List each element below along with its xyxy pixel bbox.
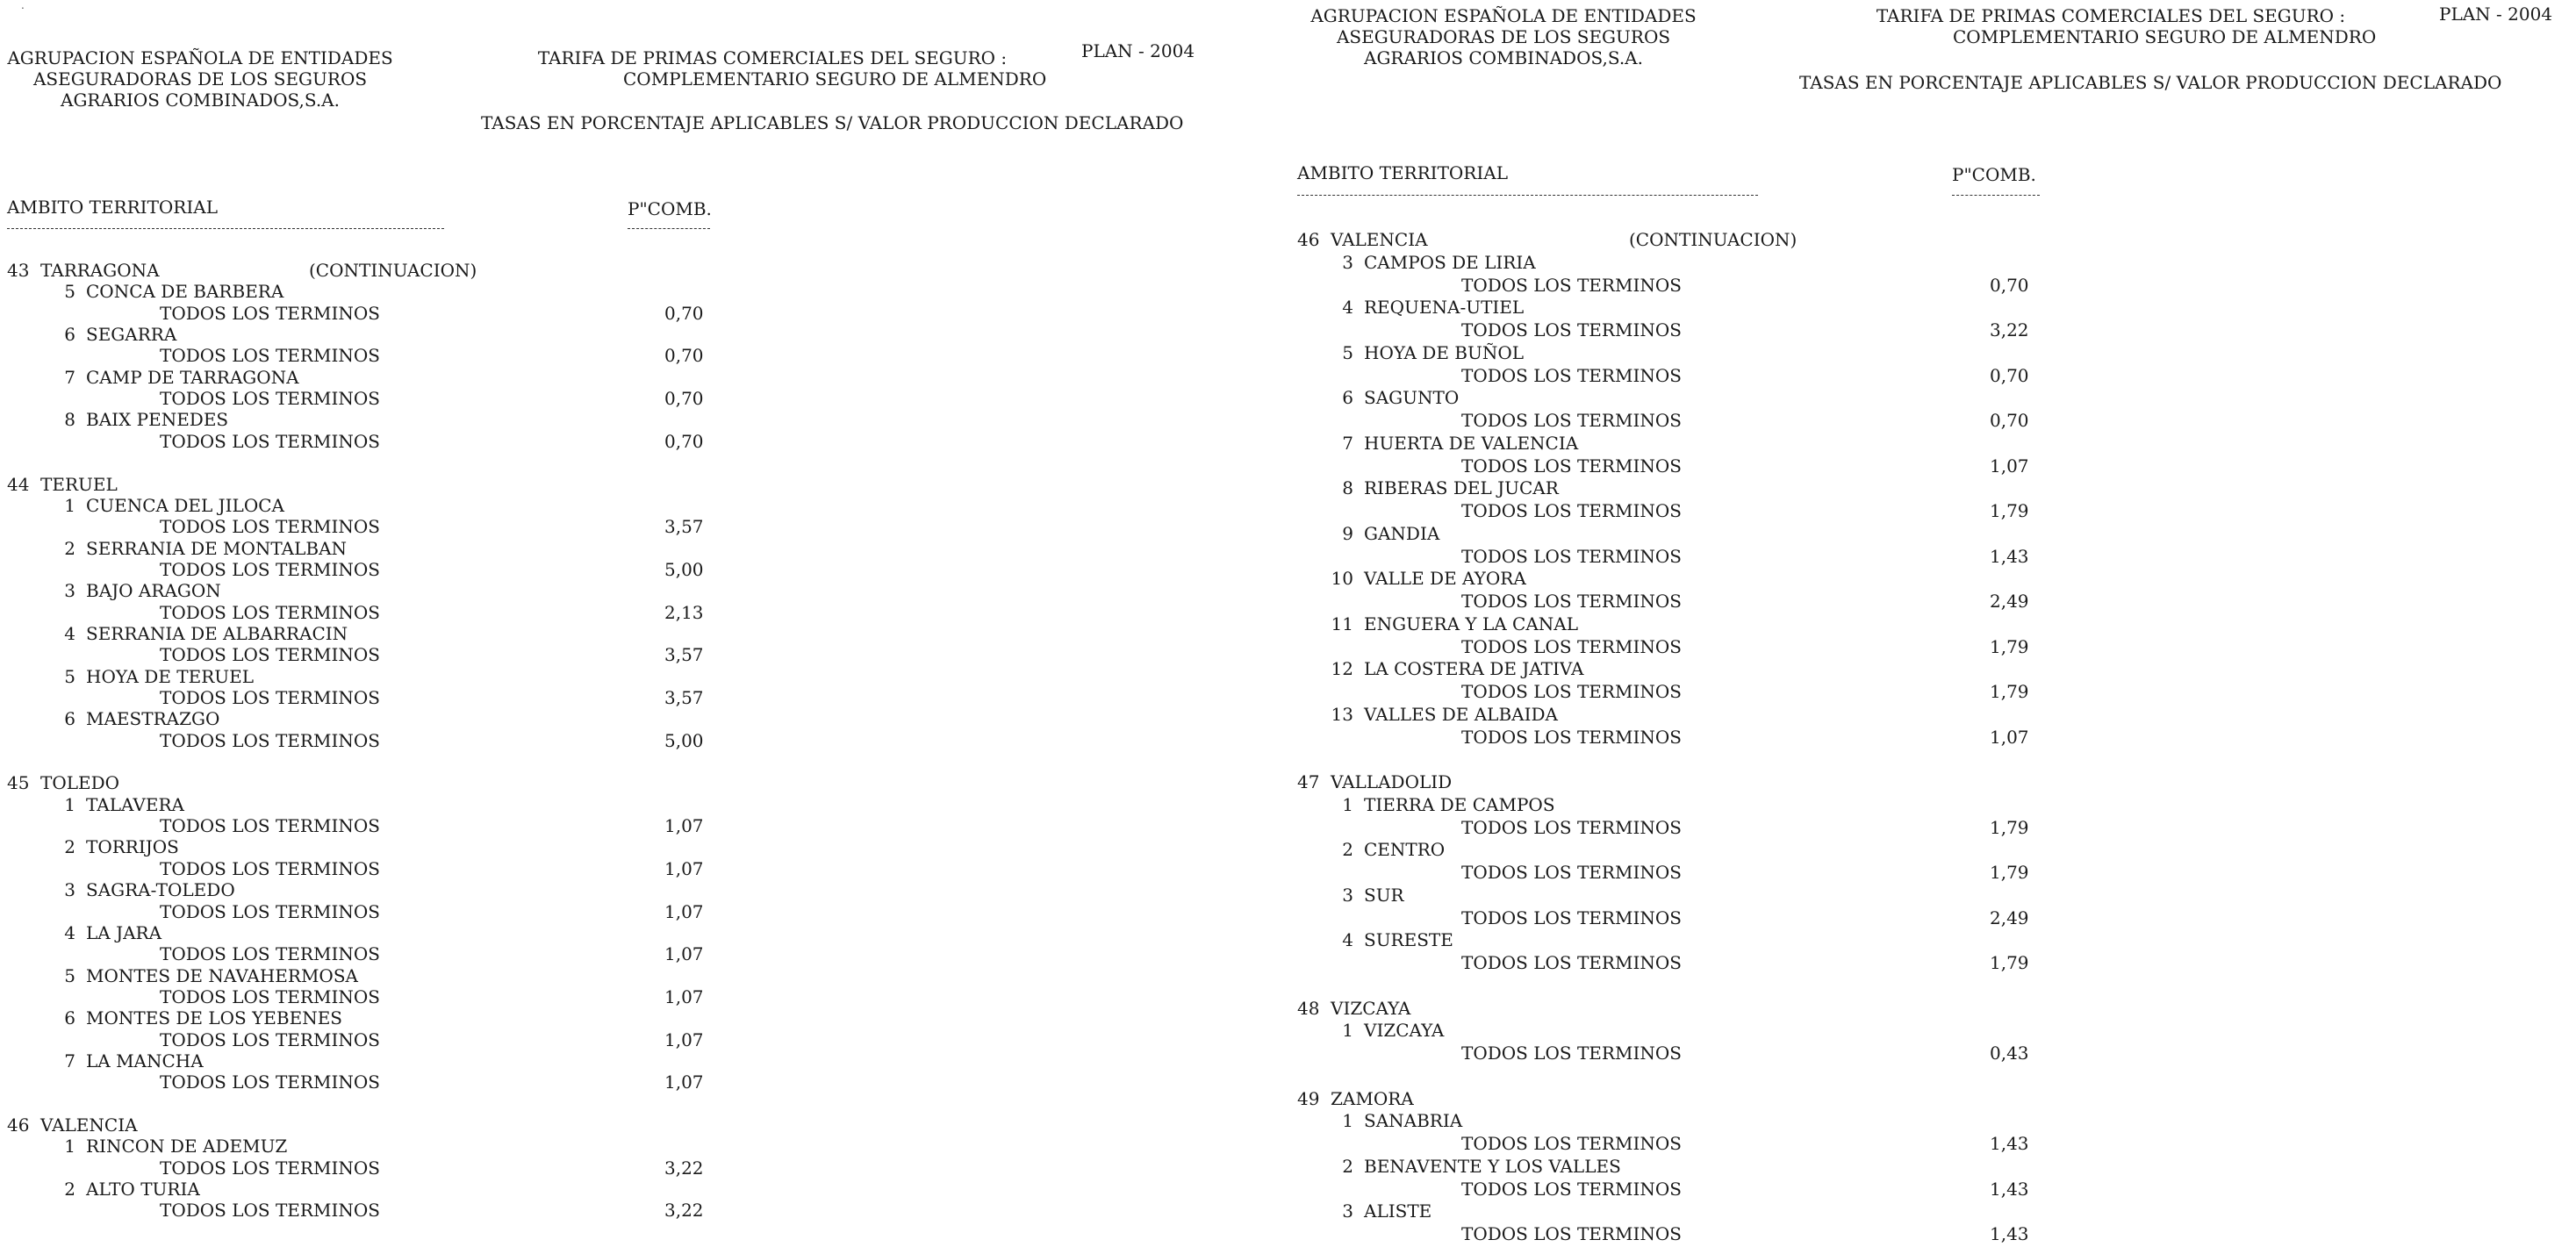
premium-rate: 0,70 [1990,364,2029,386]
term-name: TODOS LOS TERMINOS [1461,726,1682,748]
province-code: 48 [1297,997,1320,1019]
premium-rate: 1,07 [664,1071,704,1093]
term-name: TODOS LOS TERMINOS [1461,1043,1682,1064]
comarca-code: 12 [1331,658,1353,680]
premium-rate: 0,70 [1990,274,2029,296]
term-name: TODOS LOS TERMINOS [160,302,380,324]
premium-rate: 1,43 [1990,1178,2029,1200]
premium-rate: 1,79 [1990,635,2029,657]
comarca-code: 3 [1342,884,1353,906]
comarca-name: LA JARA [86,921,162,943]
comarca-name: VALLES DE ALBAIDA [1364,703,1558,725]
comarca-row [0,494,602,518]
premium-rate: 2,49 [1990,907,2029,928]
comarca-row [0,283,602,304]
premium-rate: 0,70 [664,430,704,452]
comarca-row [0,881,602,902]
comarca-row [0,665,602,689]
comarca-row [1290,570,1880,591]
term-name: TODOS LOS TERMINOS [1461,1178,1682,1200]
tariff-page-left [0,0,1246,1247]
comarca-name: ALTO TURIA [86,1179,200,1200]
comarca-name: SURESTE [1364,929,1453,951]
comarca-name: SUR [1364,884,1404,906]
column-rule-ambito [1297,195,1758,196]
term-name: TODOS LOS TERMINOS [1461,952,1682,973]
comarca-row [0,793,602,817]
plan-label: PLAN - 2004 [2439,4,2553,25]
term-name: TODOS LOS TERMINOS [160,1071,380,1093]
comarca-name: SANABRIA [1364,1110,1463,1132]
comarca-row [1290,1157,1880,1179]
term-name: TODOS LOS TERMINOS [160,815,380,837]
tariff-title [509,47,1047,90]
province-name: VALENCIA [1331,229,1428,250]
comarca-code: 6 [1342,387,1353,409]
comarca-code: 5 [64,964,75,986]
comarca-row [1290,793,1880,817]
comarca-code: 8 [1342,477,1353,499]
comarca-code: 7 [1342,432,1353,454]
term-name: TODOS LOS TERMINOS [1461,907,1682,928]
term-name: TODOS LOS TERMINOS [160,558,380,580]
insurer-name-line: AGRARIOS COMBINADOS,S.A. [61,90,340,111]
comarca-row [1290,522,1880,546]
term-name: TODOS LOS TERMINOS [1461,1223,1682,1244]
comarca-code: 2 [1342,839,1353,861]
comarca-row [1290,1112,1880,1133]
tariff-title-line: TARIFA DE PRIMAS COMERCIALES DEL SEGURO : [1876,5,2346,26]
column-header-ambito: AMBITO TERRITORIAL [7,197,218,218]
comarca-name: RIBERAS DEL JUCAR [1364,477,1559,499]
comarca-code: 4 [1342,297,1353,319]
premium-rate: 2,13 [664,601,704,623]
term-name: TODOS LOS TERMINOS [1461,1133,1682,1154]
comarca-code: 1 [1342,1020,1353,1042]
premium-rate: 1,07 [664,1028,704,1050]
province-code: 45 [7,772,30,794]
comarca-code: 3 [64,580,75,602]
term-name: TODOS LOS TERMINOS [160,900,380,922]
insurer-name-line: AGRUPACION ESPAÑOLA DE ENTIDADES [7,47,393,68]
premium-rate: 5,00 [664,729,704,751]
premium-rate: 1,79 [1990,681,2029,702]
premium-rate: 0,70 [664,388,704,410]
insurer-name [1297,5,1710,68]
premium-rate: 1,07 [664,815,704,837]
comarca-code: 6 [64,708,75,730]
premium-rate: 3,57 [664,516,704,538]
comarca-code: 1 [64,1136,75,1157]
term-name: TODOS LOS TERMINOS [1461,591,1682,612]
comarca-name: CENTRO [1364,839,1446,861]
term-name: TODOS LOS TERMINOS [1461,319,1682,340]
comarca-name: MAESTRAZGO [86,708,220,730]
comarca-name: GANDIA [1364,522,1440,544]
comarca-row [1290,298,1880,319]
comarca-row [0,838,602,859]
comarca-row [1290,1021,1880,1043]
comarca-name: BENAVENTE Y LOS VALLES [1364,1155,1621,1177]
term-name: TODOS LOS TERMINOS [1461,862,1682,883]
tariff-title-line: TARIFA DE PRIMAS COMERCIALES DEL SEGURO : [537,47,1008,68]
term-name: TODOS LOS TERMINOS [160,388,380,410]
premium-rate: 5,00 [664,558,704,580]
term-name: TODOS LOS TERMINOS [160,1028,380,1050]
comarca-row [0,964,602,988]
term-name: TODOS LOS TERMINOS [160,601,380,623]
comarca-code: 6 [64,324,75,346]
term-name: TODOS LOS TERMINOS [1461,635,1682,657]
comarca-row [0,1180,602,1201]
comarca-name: TALAVERA [86,793,184,815]
comarca-name: SERRANIA DE ALBARRACIN [86,622,348,644]
term-name: TODOS LOS TERMINOS [1461,500,1682,521]
comarca-name: RINCON DE ADEMUZ [86,1136,288,1157]
province-name: ZAMORA [1331,1087,1414,1109]
term-name: TODOS LOS TERMINOS [160,1157,380,1179]
comarca-code: 5 [1342,341,1353,363]
insurer-name-line: ASEGURADORAS DE LOS SEGUROS [32,68,368,90]
province-code: 44 [7,473,30,495]
column-header-prima: P"COMB. [628,198,712,219]
comarca-code: 2 [64,1179,75,1200]
premium-rate: 3,57 [664,687,704,708]
premium-rate: 1,07 [664,943,704,965]
comarca-row [0,1009,602,1030]
term-name: TODOS LOS TERMINOS [160,857,380,879]
comarca-row [0,921,602,945]
premium-rate: 2,49 [1990,591,2029,612]
comarca-code: 5 [64,665,75,687]
continuation-note: (CONTINUACION) [309,260,477,281]
comarca-code: 1 [64,494,75,516]
term-name: TODOS LOS TERMINOS [1461,455,1682,477]
comarca-name: VIZCAYA [1364,1020,1445,1042]
comarca-row [0,537,602,561]
comarca-row [1290,703,1880,727]
comarca-row [1290,479,1880,500]
tariff-title-line: COMPLEMENTARIO SEGURO DE ALMENDRO [623,68,1047,90]
comarca-code: 2 [64,836,75,858]
column-header-ambito: AMBITO TERRITORIAL [1297,162,1508,183]
comarca-name: CONCA DE BARBERA [86,281,284,303]
province-name: TOLEDO [40,772,120,794]
province-name: TERUEL [40,473,118,495]
comarca-code: 8 [64,409,75,431]
comarca-row [0,366,602,390]
column-rule-prima [1952,195,2040,196]
premium-rate: 1,79 [1990,862,2029,883]
comarca-row [0,582,602,603]
column-header-prima: P"COMB. [1952,164,2036,185]
premium-rate: 3,57 [664,644,704,666]
comarca-code: 7 [64,1050,75,1071]
premium-rate: 1,43 [1990,1223,2029,1244]
premium-rate: 1,79 [1990,816,2029,838]
comarca-name: CAMPOS DE LIRIA [1364,251,1536,273]
rates-subtitle: TASAS EN PORCENTAJE APLICABLES S/ VALOR PRODUCCION DECLARADO [1799,72,2502,93]
term-name: TODOS LOS TERMINOS [160,1200,380,1222]
term-name: TODOS LOS TERMINOS [160,943,380,965]
premium-rate: 0,70 [664,345,704,367]
comarca-code: 4 [1342,929,1353,951]
comarca-row [1290,434,1880,455]
premium-rate: 1,07 [1990,455,2029,477]
term-name: TODOS LOS TERMINOS [160,516,380,538]
tariff-title [1848,5,2377,47]
comarca-row [1290,251,1880,275]
comarca-name: ENGUERA Y LA CANAL [1364,613,1579,634]
term-name: TODOS LOS TERMINOS [160,985,380,1007]
comarca-code: 1 [1342,1110,1353,1132]
premium-rate: 1,43 [1990,545,2029,567]
premium-rate: 1,07 [664,857,704,879]
term-name: TODOS LOS TERMINOS [160,345,380,367]
comarca-code: 3 [1342,251,1353,273]
premium-rate: 1,79 [1990,952,2029,973]
comarca-code: 5 [64,281,75,303]
province-code: 46 [1297,229,1320,250]
premium-rate: 1,07 [664,900,704,922]
province-name: TARRAGONA [40,260,160,281]
comarca-code: 1 [1342,793,1353,815]
comarca-row [1290,931,1880,952]
comarca-row [0,411,602,432]
comarca-row [1290,389,1880,410]
term-name: TODOS LOS TERMINOS [160,687,380,708]
comarca-row [1290,615,1880,636]
premium-rate: 3,22 [664,1157,704,1179]
comarca-row [0,1137,602,1158]
premium-rate: 0,43 [1990,1043,2029,1064]
comarca-name: CAMP DE TARRAGONA [86,366,299,388]
comarca-row [1290,341,1880,365]
comarca-name: BAIX PENEDES [86,409,229,431]
term-name: TODOS LOS TERMINOS [1461,364,1682,386]
insurer-name-line: AGRUPACION ESPAÑOLA DE ENTIDADES [1310,5,1697,26]
comarca-row [0,710,602,731]
comarca-code: 4 [64,921,75,943]
comarca-name: LA COSTERA DE JATIVA [1364,658,1584,680]
insurer-name-line: ASEGURADORAS DE LOS SEGUROS [1336,26,1671,47]
tariff-page-right [1290,0,2576,1247]
premium-rate: 3,22 [1990,319,2029,340]
comarca-name: SERRANIA DE MONTALBAN [86,537,348,559]
comarca-code: 7 [64,366,75,388]
plan-label: PLAN - 2004 [1081,40,1195,61]
term-name: TODOS LOS TERMINOS [1461,410,1682,431]
comarca-code: 11 [1331,613,1353,634]
comarca-name: BAJO ARAGON [86,580,221,602]
comarca-code: 4 [64,622,75,644]
province-code: 43 [7,260,30,281]
comarca-name: CUENCA DEL JILOCA [86,494,284,516]
comarca-code: 10 [1331,568,1353,590]
premium-rate: 1,07 [664,985,704,1007]
comarca-name: ALISTE [1364,1200,1432,1222]
province-code: 49 [1297,1087,1320,1109]
comarca-name: LA MANCHA [86,1050,204,1071]
column-rule-ambito [7,228,444,229]
premium-rate: 0,70 [1990,410,2029,431]
premium-rate: 1,79 [1990,500,2029,521]
continuation-note: (CONTINUACION) [1629,229,1797,250]
comarca-name: TIERRA DE CAMPOS [1364,793,1555,815]
comarca-code: 2 [64,537,75,559]
term-name: TODOS LOS TERMINOS [160,430,380,452]
term-name: TODOS LOS TERMINOS [1461,545,1682,567]
rates-subtitle: TASAS EN PORCENTAJE APLICABLES S/ VALOR PRODUCCION DECLARADO [481,112,1184,133]
comarca-name: SAGRA-TOLEDO [86,879,235,901]
comarca-row [0,622,602,646]
province-code: 46 [7,1114,30,1136]
comarca-name: HOYA DE TERUEL [86,665,255,687]
comarca-name: HOYA DE BUÑOL [1364,341,1525,363]
term-name: TODOS LOS TERMINOS [160,729,380,751]
comarca-name: TORRIJOS [86,836,179,858]
term-name: TODOS LOS TERMINOS [1461,816,1682,838]
comarca-name: VALLE DE AYORA [1364,568,1526,590]
premium-rate: 0,70 [664,302,704,324]
premium-rate: 1,43 [1990,1133,2029,1154]
province-name: VIZCAYA [1331,997,1411,1019]
comarca-row [0,326,602,347]
insurer-name-line: AGRARIOS COMBINADOS,S.A. [1364,47,1643,68]
column-rule-prima [628,228,710,229]
comarca-name: MONTES DE NAVAHERMOSA [86,964,358,986]
comarca-code: 3 [1342,1200,1353,1222]
comarca-name: REQUENA-UTIEL [1364,297,1525,319]
comarca-name: SEGARRA [86,324,177,346]
premium-rate: 1,07 [1990,726,2029,748]
comarca-row [0,1052,602,1073]
comarca-code: 9 [1342,522,1353,544]
term-name: TODOS LOS TERMINOS [1461,274,1682,296]
province-code: 47 [1297,771,1320,792]
comarca-row [1290,841,1880,862]
comarca-code: 3 [64,879,75,901]
province-name: VALENCIA [40,1114,138,1136]
province-name: VALLADOLID [1331,771,1453,792]
comarca-name: MONTES DE LOS YEBENES [86,1007,343,1029]
comarca-code: 2 [1342,1155,1353,1177]
comarca-name: SAGUNTO [1364,387,1460,409]
term-name: TODOS LOS TERMINOS [1461,681,1682,702]
comarca-row [1290,1202,1880,1223]
comarca-name: HUERTA DE VALENCIA [1364,432,1579,454]
comarca-row [1290,886,1880,907]
tariff-title-line: COMPLEMENTARIO SEGURO DE ALMENDRO [1953,26,2377,47]
comarca-code: 6 [64,1007,75,1029]
scan-speck: . [21,0,25,11]
insurer-name [7,47,393,111]
comarca-code: 1 [64,793,75,815]
premium-rate: 3,22 [664,1200,704,1222]
term-name: TODOS LOS TERMINOS [160,644,380,666]
comarca-code: 13 [1331,703,1353,725]
comarca-row [1290,660,1880,681]
